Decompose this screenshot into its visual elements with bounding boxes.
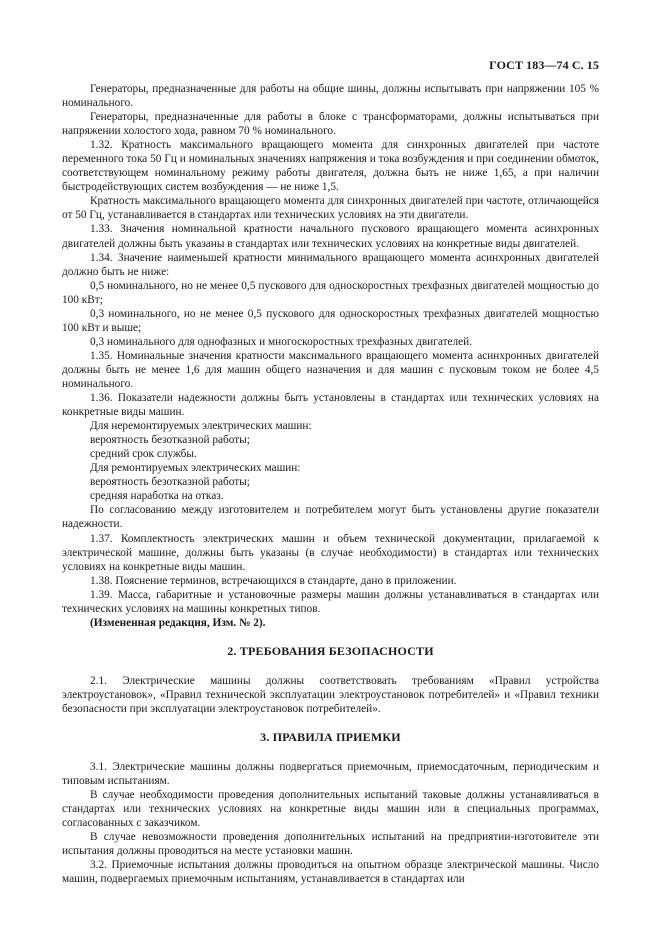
- paragraph: средняя наработка на отказ.: [90, 490, 224, 503]
- paragraph: 1.33. Значения номинальной кратности начального пускового вращающего момента асинхронных двигателей должны быть указаны в стандартах или технических условиях на конкретные виды двигателей.: [62, 223, 599, 250]
- paragraph: 2.1. Электрические машины должны соответствовать требованиям «Правил устройства электроустановок», «Правил технической эксплуатации электроустановок потребителей» и «Правил техники безопасности при эксплуатации электроустановок потребителей».: [62, 674, 599, 715]
- section-3-heading: 3. ПРАВИЛА ПРИЕМКИ: [260, 730, 401, 745]
- paragraph: 1.32. Кратность максимального вращающего момента для синхронных двигателей при частоте переменного тока 50 Гц и номинальных значениях напряжения и тока возбуждения и при соединении обмоток, соответствующем номинальному режиму работы двигателя, должна быть не ниже 1,65, а при наличии быстродействующих систем возбуждения — не ниже 1,5.: [62, 139, 599, 194]
- paragraph: вероятность безотказной работы;: [90, 476, 250, 489]
- paragraph: В случае необходимости проведения дополнительных испытаний таковые должны устанавливаться в стандартах или технических условиях на конкретные виды машин или в специальных программах, согласованных с заказчиком.: [62, 789, 599, 830]
- paragraph: 3.2. Приемочные испытания должны проводиться на опытном образце электрической машины. Число машин, подвергаемых приемочным испытаниям, устанавливается в стандартах или: [62, 859, 599, 886]
- paragraph: Генераторы, предназначенные для работы на общие шины, должны испытывать при напряжении 105 % номинального.: [62, 83, 599, 110]
- section-3-body: [62, 760, 599, 886]
- section-2-heading: 2. ТРЕБОВАНИЯ БЕЗОПАСНОСТИ: [227, 643, 434, 658]
- paragraph: 1.36. Показатели надежности должны быть установлены в стандартах или технических условиях на конкретные виды машин.: [62, 392, 599, 419]
- paragraph: 1.38. Пояснение терминов, встречающихся в стандарте, дано в приложении.: [90, 574, 457, 587]
- paragraph: Генераторы, предназначенные для работы в блоке с трансформаторами, должны испытываться при напряжении холостого хода, равном 70 % номинального.: [62, 111, 599, 138]
- paragraph: Для неремонтируемых электрических машин:: [90, 420, 312, 433]
- paragraph: 0,3 номинального для однофазных и многоскоростных трехфазных двигателей.: [90, 335, 473, 348]
- paragraph: средний срок службы.: [90, 448, 197, 461]
- paragraph: 0,3 номинального, но не менее 0,5 пускового для односкоростных трехфазных двигателей мощностью 100 кВт и выше;: [62, 307, 599, 334]
- amendment-note: (Измененная редакция, Изм. № 2).: [90, 616, 266, 629]
- paragraph: 3.1. Электрические машины должны подвергаться приемочным, приемосдаточным, периодическим и типовым испытаниям.: [62, 761, 599, 788]
- document-body: [62, 82, 599, 886]
- paragraph: вероятность безотказной работы;: [90, 434, 250, 447]
- paragraph: По согласованию между изготовителем и потребителем могут быть установлены другие показатели надежности.: [62, 504, 599, 531]
- paragraph: Для ремонтируемых электрических машин:: [90, 462, 301, 475]
- section-1-continuation: [62, 82, 599, 616]
- paragraph: 1.39. Масса, габаритные и установочные размеры машин должны устанавливаться в стандартах или технических условиях на машины конкретных типов.: [62, 588, 599, 615]
- paragraph: 1.34. Значение наименьшей кратности минимального вращающего момента асинхронных двигателей должно быть не ниже:: [62, 251, 599, 278]
- paragraph: В случае невозможности проведения дополнительных испытаний на предприятии-изготовителе эти испытания должны проводиться на месте установки машин.: [62, 831, 599, 858]
- paragraph: Кратность максимального вращающего момента для синхронных двигателей при частоте, отличающейся от 50 Гц, устанавливается в стандартах или технических условиях на эти двигатели.: [62, 195, 599, 222]
- paragraph: 1.37. Комплектность электрических машин и объем технической документации, прилагаемой к электрической машине, должны быть указаны (в случае необходимости) в стандартах или технических условиях на конкретные виды машин.: [62, 532, 599, 573]
- paragraph: 0,5 номинального, но не менее 0,5 пускового для односкоростных трехфазных двигателей мощностью до 100 кВт;: [62, 279, 599, 306]
- section-2-body: [62, 674, 599, 716]
- page-header: ГОСТ 183—74 С. 15: [489, 58, 599, 72]
- paragraph: 1.35. Номинальные значения кратности максимального вращающего момента асинхронных двигателей должны быть не менее 1,6 для машин общего назначения и для машин с пусковым током не более 4,5 номинального.: [62, 349, 599, 390]
